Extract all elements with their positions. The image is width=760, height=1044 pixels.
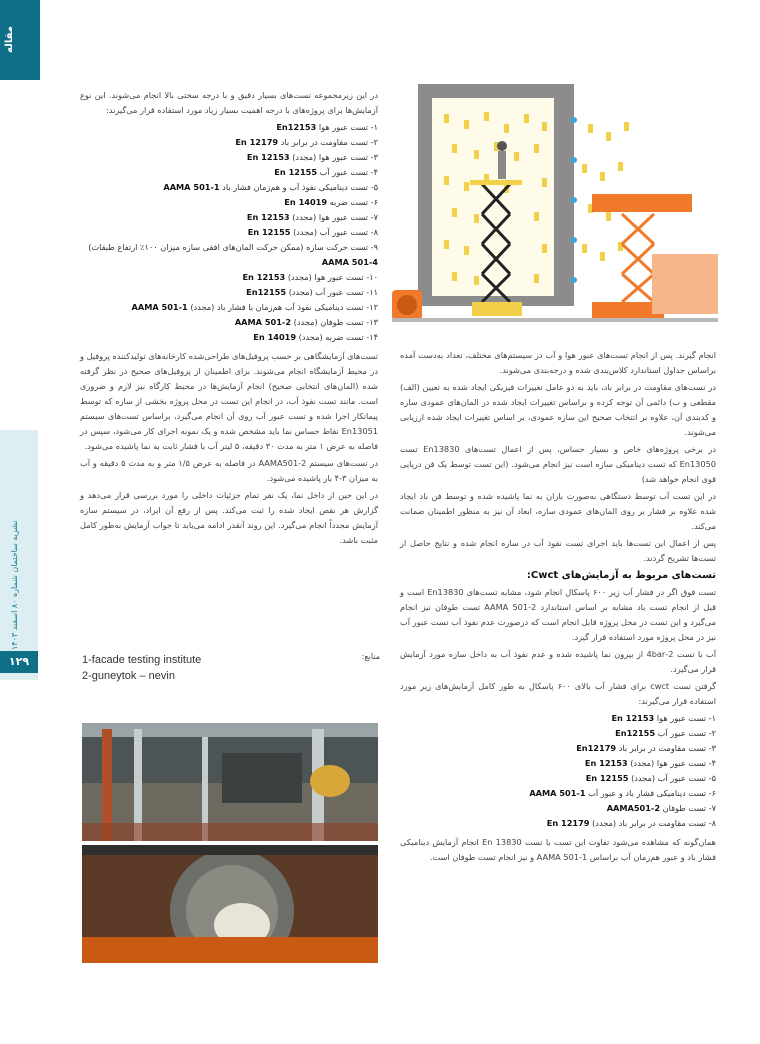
list-item: ۳- تست مقاومت در برابر باد En12179 bbox=[576, 743, 716, 753]
right-test-list bbox=[400, 711, 716, 831]
list-item: ۸- تست عبور آب (مجدد) En 12155 bbox=[247, 227, 378, 237]
orange-unit bbox=[652, 254, 718, 314]
list-item: ۱- تست عبور هوا En12153 bbox=[276, 122, 378, 132]
references bbox=[82, 652, 282, 684]
right-para-5: پس از اعمال این تست‌ها باید اجرای تست نفوذ آب در سازه انجام شده و نتایج حاصل از تست‌ها تشریح گردند. bbox=[400, 538, 716, 563]
operator-head bbox=[497, 141, 507, 151]
list-item: ۴- تست عبور آب En 12155 bbox=[274, 167, 378, 177]
sources-label: منابع: bbox=[361, 652, 380, 661]
factory-photo bbox=[82, 723, 378, 841]
right-column bbox=[400, 348, 716, 867]
list-item: ۸- تست مقاومت در برابر باد (مجدد) En 12179 bbox=[546, 818, 716, 828]
right-para-7: آب با تست 2-4bar از بیرون نما پاشیده شده و عدم نفوذ آب به داخل سازه مورد آزمایش قرار می‌گیرد. bbox=[400, 649, 717, 674]
fan-blade bbox=[397, 295, 417, 315]
scissor-lift-right bbox=[622, 214, 654, 302]
right-para-6: تست فوق اگر در فشار آب زیر ۶۰۰ پاسکال انجام شود، مشابه تست‌های En13830 است و قبل از انجام تست باد مشابه بر اساس استاندارد AAMA 501-2 تست طوفان نیز انجام می‌گیرد و این تست در محل پروژه قابل انجام است که درصورت عدم نفوذ آب تست عبور آب نیز در محل پروژه مورد استفاده قرار گیرد. bbox=[400, 587, 716, 642]
list-item: ۳- تست عبور هوا (مجدد) En 12153 bbox=[246, 152, 378, 162]
list-item: ۷- تست عبور هوا (مجدد) En 12153 bbox=[246, 212, 378, 222]
right-para-8: گرفتن تست cwct برای فشار آب بالای ۶۰۰ پاسکال به طور کامل آزمایش‌های زیر مورد استفاده قرار می‌گیرند: bbox=[400, 681, 716, 706]
operator-body bbox=[498, 151, 506, 179]
left-intro: در این زیرمجموعه تست‌های بسیار دقیق و با درجه سختی بالا انجام می‌شوند. این نوع آزمایش‌ها برای پروژه‌های با درجه اهمیت بسیار زیاد مورد استفاده قرار می‌گیرند: bbox=[80, 90, 378, 115]
list-item: ۱۳- تست طوفان (مجدد) AAMA 501-2 bbox=[234, 317, 378, 327]
section-heading: تست‌های مربوط به آزمایش‌های Cwct: bbox=[526, 570, 716, 581]
page-number: ۱۲۹ bbox=[0, 651, 38, 673]
turbine-photo-art bbox=[82, 845, 378, 963]
list-item: ۱۲- تست دینامیکی نفوذ آب هم‌زمان با فشار باد (مجدد) AAMA 501-1 bbox=[131, 302, 378, 312]
list-item: ۹- تست حرکت سازه (ممکن حرکت المان‌های افقی سازه میزان ۱۰۰٪ ارتفاع طبقات) AAMA 501-4 bbox=[88, 242, 378, 267]
list-item: ۱- تست عبور هوا En 12153 bbox=[611, 713, 716, 723]
lift-platform-left bbox=[470, 180, 522, 185]
water-spray-right bbox=[582, 122, 629, 261]
left-para-3: در این حین از داخل نما، یک نفر تمام جزئیات داخلی را مورد بررسی قرار می‌دهد و گزارش هر نقص ایجاد شده را ثبت می‌کند. پس از رفع آن ایراد، در سیستم سازه آزمایش مجدداً انجام می‌گیرد. این روند آنقدر ادامه می‌یابد تا جواب آزمایش به‌طور کامل مثبت باشد. bbox=[80, 490, 378, 545]
list-item: ۱۱- تست عبور آب (مجدد) En12155 bbox=[246, 287, 378, 297]
list-item: ۱۰- تست عبور هوا (مجدد) En 12153 bbox=[242, 272, 378, 282]
list-item: ۲- تست عبور آب En12155 bbox=[615, 728, 716, 738]
list-item: ۱۴- تست ضربه (مجدد) En 14019 bbox=[253, 332, 378, 342]
lift-base-left bbox=[472, 302, 522, 316]
right-para-2: در تست‌های مقاومت در برابر باد، باید به دو عامل تغییرات فیزیکی ایجاد شده به تعیین (الف) مقطعی و ب) دائمی آن توجه کرده و براساس تغییرات ایجاد شده در المان‌های عمودی سازه و کدبندی آن، علاوه بر انتخاب صحیح این سازه عمودی، بر اساس تغییرات ایجاد شده ارزیابی می‌شوند. bbox=[400, 382, 716, 437]
test-rig-diagram bbox=[392, 84, 718, 342]
list-item: ۷- تست طوفان AAMA501-2 bbox=[606, 803, 716, 813]
list-item: ۴- تست عبور هوا (مجدد) En 12153 bbox=[584, 758, 716, 768]
section-tab-label: مقاله bbox=[4, 26, 15, 54]
ground-line bbox=[392, 318, 718, 322]
left-para-1: تست‌های آزمایشگاهی بر حسب پروفیل‌های طراحی‌شده کارخانه‌های تولیدکننده پروفیل و در محیط آزمایشگاه انجام می‌شوند. برای اطمینان از پروفیل‌های صحیح در نظر گرفته شده (المان‌های انتخابی صحیح) انجام آزمایش‌ها در محیط کارگاه نیز لازم و ضروری است. مانند تست نفوذ آب، در انجام این تست در محل پروژه بخشی از سازه که توسط پیمانکار اجرا شده و تست عبور آب روی آن انجام می‌گیرد، براساس تست‌های سیستم En13051 نقاط حساس نما باید مشخص شده و یک نمونه اجرای کار می‌شود، سپس در فاصله به عرض ۱ متر به مدت ۳۰ دقیقه، ۵ لیتر آب با فشار ثابت به نما پاشیده می‌شود. bbox=[80, 351, 378, 451]
left-column bbox=[80, 88, 378, 550]
list-item: ۵- تست عبور آب (مجدد) En 12155 bbox=[585, 773, 716, 783]
section-tab bbox=[0, 0, 40, 80]
orange-platform bbox=[592, 194, 692, 212]
list-item: ۵- تست دینامیکی نفوذ آب و هم‌زمان فشار باد AAMA 501-1 bbox=[163, 182, 378, 192]
left-test-list bbox=[80, 120, 378, 345]
right-para-3: در برخی پروژه‌های خاص و بسیار حساس، پس از اعمال تست‌های En13830 تست En13050 که تست دینامیکی سازه است نیز انجام می‌شود. (این تست توسط یک فن دریایی قوی انجام خواهد شد) bbox=[400, 444, 716, 484]
list-item: ۶- تست ضربه En 14019 bbox=[284, 197, 378, 207]
right-para-4: در این تست آب توسط دستگاهی به‌صورت باران به نما پاشیده شده و توسط فن باد ایجاد شده علاوه بر فشار بر روی المان‌های عمودی سازه، ابعاد آن نیز به منظور اطمینان ضمانت می‌کند. bbox=[400, 491, 716, 531]
side-label: نشریه ساختمان شماره ۸۰ اسفند ۱۴۰۳ bbox=[10, 520, 19, 650]
right-closing: همان‌گونه که مشاهده می‌شود تفاوت این تست با تست En 13830 انجام آزمایش دینامیکی فشار باد و عبور هم‌زمان آب براساس AAMA 501-1 و نیز انجام تست طوفان است. bbox=[400, 837, 716, 862]
list-item: ۲- تست مقاومت در برابر باد En 12179 bbox=[235, 137, 378, 147]
reference-item: 1-facade testing institute bbox=[82, 654, 202, 666]
factory-photo-art bbox=[82, 723, 378, 841]
left-para-2: در تست‌های سیستم AAMA501-2 در فاصله به عرض ۱/۵ متر و به مدت ۵ دقیقه و آب به میزان ۳-۴ بار پاشیده می‌شود. bbox=[80, 458, 379, 483]
reference-item: 2-guneytok – nevin bbox=[82, 670, 175, 682]
right-para-1: انجام گیرند. پس از انجام تست‌های عبور هوا و آب در سیستم‌های مختلف، تعداد به‌دست آمده براساس جداول استاندارد کلاس‌بندی شده و درجه‌بندی می‌شوند. bbox=[400, 350, 716, 375]
turbine-photo bbox=[82, 845, 378, 963]
list-item: ۶- تست دینامیکی فشار باد و عبور آب AAMA 501-1 bbox=[529, 788, 716, 798]
